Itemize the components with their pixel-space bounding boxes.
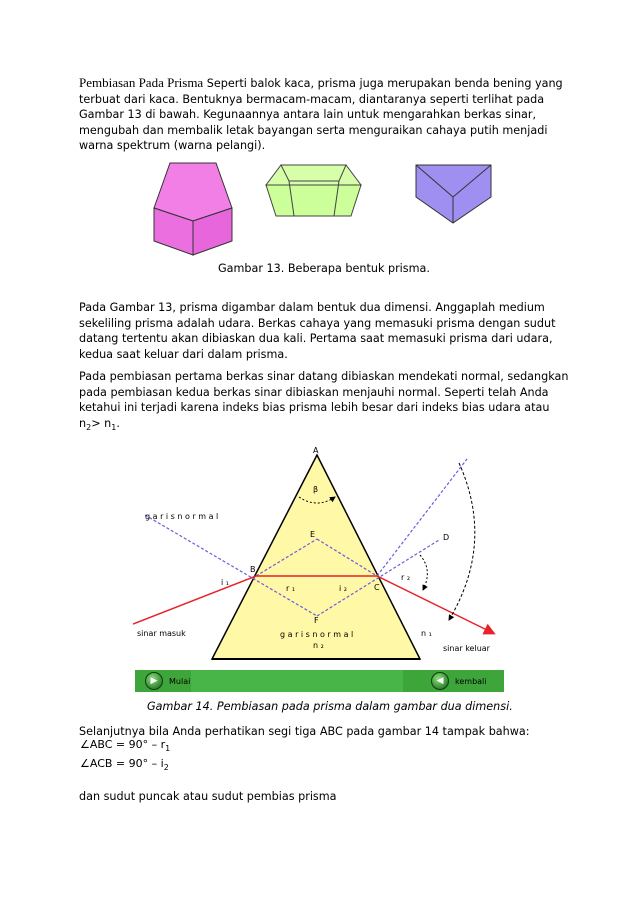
label-r1: r ₁	[286, 584, 296, 593]
play-icon: ▶	[145, 672, 163, 690]
pink-pentagonal-prism	[154, 163, 232, 255]
formula-abc: ∠ABC = $90^\circ - r_1$	[80, 738, 171, 754]
label-c: C	[374, 583, 380, 592]
intro-paragraph: Pembiasan Pada Prisma Seperti balok kaca, prisma juga merupakan benda bening yang terbuat dari kaca. Bentuknya bermacam-macam, diantaranya seperti terlihat pada Gambar 13 di bawah. Kegunaannya antara lain untuk mengarahkan berkas sinar, mengubah dan membalik letak bayangan serta menguraikan cahaya putih menjadi warna spektrum (warna pelangi).	[79, 75, 563, 153]
paragraph-5: dan sudut puncak atau sudut pembias prisma	[79, 790, 337, 803]
label-a: A	[313, 446, 319, 455]
label-garis-normal-left: g a r i s n o r m a l	[145, 512, 219, 521]
extended-ray	[377, 459, 467, 576]
figure-13-caption: Gambar 13. Beberapa bentuk prisma.	[218, 262, 430, 275]
paragraph-3: Pada pembiasan pertama berkas sinar datang dibiaskan mendekati normal, sedangkan pada pembiasan kedua berkas sinar dibiaskan menjauhi normal. Seperti telah Anda ketahui ini terjadi karena indeks bias prisma lebih besar dari indeks bias udara atau $n_2> n_1$.	[79, 370, 569, 433]
label-n1: n ₁	[421, 629, 432, 638]
green-trapezoidal-prism	[266, 165, 361, 216]
deviation-arc	[449, 463, 475, 620]
violet-triangular-prism	[416, 165, 491, 223]
label-n2: n ₂	[313, 641, 324, 650]
label-b: B	[250, 565, 256, 574]
label-r2: r ₂	[401, 573, 411, 582]
formula-acb: ∠ACB = $90^\circ - i_2$	[80, 757, 169, 773]
label-e: E	[310, 530, 316, 539]
r2-arc	[420, 555, 427, 590]
label-garis-normal-bottom: g a r i s n o r m a l	[280, 630, 354, 639]
label-sinar-keluar: sinar keluar	[443, 644, 490, 653]
start-button[interactable]: ▶ Mulai	[145, 672, 190, 690]
label-i2: i ₂	[339, 584, 347, 593]
back-button[interactable]: ◀ kembali	[431, 672, 487, 690]
paragraph-2: Pada Gambar 13, prisma digambar dalam bentuk dua dimensi. Anggaplah medium sekeliling prisma adalah udara. Berkas cahaya yang memasuki prisma dengan sudut datang tertentu akan dibiaskan dua kali. Pertama saat memasuki prisma dari udara, kedua saat keluar dari dalam prisma.	[79, 301, 556, 361]
prism-refraction-diagram	[133, 443, 505, 671]
label-sinar-masuk: sinar masuk	[137, 629, 186, 638]
navigation-bar-center	[191, 670, 403, 692]
label-i1: i ₁	[221, 578, 229, 587]
figure-14-caption: Gambar 14. Pembiasan pada prisma dalam gambar dua dimensi.	[147, 700, 513, 713]
navigation-bar	[135, 670, 504, 692]
label-f: F	[314, 616, 319, 625]
label-d: D	[443, 533, 450, 542]
prism-shapes-figure	[150, 157, 495, 257]
paragraph-4: Selanjutnya bila Anda perhatikan segi tiga ABC pada gambar 14 tampak bahwa:	[79, 725, 530, 738]
label-beta: β	[313, 485, 319, 494]
section-heading: Pembiasan Pada Prisma	[79, 75, 204, 90]
back-icon: ◀	[431, 672, 449, 690]
